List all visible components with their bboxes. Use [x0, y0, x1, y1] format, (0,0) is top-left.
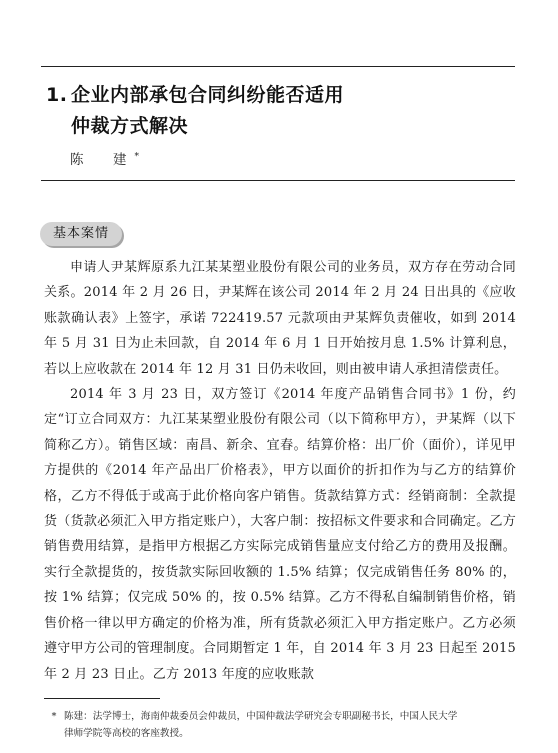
- paragraph: 申请人尹某辉原系九江某某塑业股份有限公司的业务员，双方存在劳动合同关系。2014 年 2 月 26 日，尹某辉在该公司 2014 年 2 月 24 日出具的《应收账款确认表》上签字，承诺 722419.57 元款项由尹某辉负责催收，如到 2014 年 5 月 31 日为止未回款，自 2014 年 6 月 1 日开始按月息 1.5% 计算利息，若以上应收款在 2014 年 12 月 31 日仍未收回，则由被申请人承担清偿责任。: [44, 260, 516, 377]
- chapter-title-line1: 企业内部承包合同纠纷能否适用: [71, 84, 345, 106]
- body-text: [44, 255, 516, 687]
- footnote-marker: *: [51, 711, 57, 722]
- author-footnote-marker: *: [134, 152, 139, 162]
- title-bottom-rule: [41, 180, 515, 181]
- footnote-text-line2: 律师学院等高校的客座教授。: [64, 728, 189, 739]
- author-name: 陈 建: [70, 152, 135, 168]
- author-byline: [70, 148, 139, 168]
- footnote: [44, 708, 514, 742]
- chapter-title: [46, 80, 506, 142]
- footnote-rule: [44, 698, 160, 699]
- chapter-number: 1.: [46, 84, 68, 106]
- chapter-title-line2: 仲裁方式解决: [71, 115, 189, 137]
- top-rule: [41, 66, 515, 67]
- footnote-text-line1: 陈建：法学博士，海南仲裁委员会仲裁员，中国仲裁法学研究会专职副秘书长，中国人民大学: [64, 711, 458, 722]
- section-badge: 基本案情: [40, 222, 122, 246]
- paragraph: 2014 年 3 月 23 日，双方签订《2014 年度产品销售合同书》1 份，约定“订立合同双方：九江某某塑业股份有限公司（以下简称甲方），尹某辉（以下简称乙方）。销售区域：南昌、新余、宜春。结算价格：出厂价（面价），详见甲方提供的《2014 年产品出厂价格表》，甲方以面价的折扣作为与乙方的结算价格，乙方不得低于或高于此价格向客户销售。货款结算方式：经销商制：全款提货（货款必须汇入甲方指定账户），大客户制：按招标文件要求和合同确定。乙方销售费用结算，是指甲方根据乙方实际完成销售量应支付给乙方的费用及报酬。实行全款提货的，按货款实际回收额的 1.5% 结算；仅完成销售任务 80% 的，按 1% 结算；仅完成 50% 的，按 0.5% 结算。乙方不得私自编制销售价格，销售价格一律以甲方确定的价格为准，所有货款必须汇入甲方指定账户。乙方必须遵守甲方公司的管理制度。合同期暂定 1 年，自 2014 年 3 月 23 日起至 2015 年 2 月 23 日止。乙方 2013 年度的应收账款: [44, 387, 516, 682]
